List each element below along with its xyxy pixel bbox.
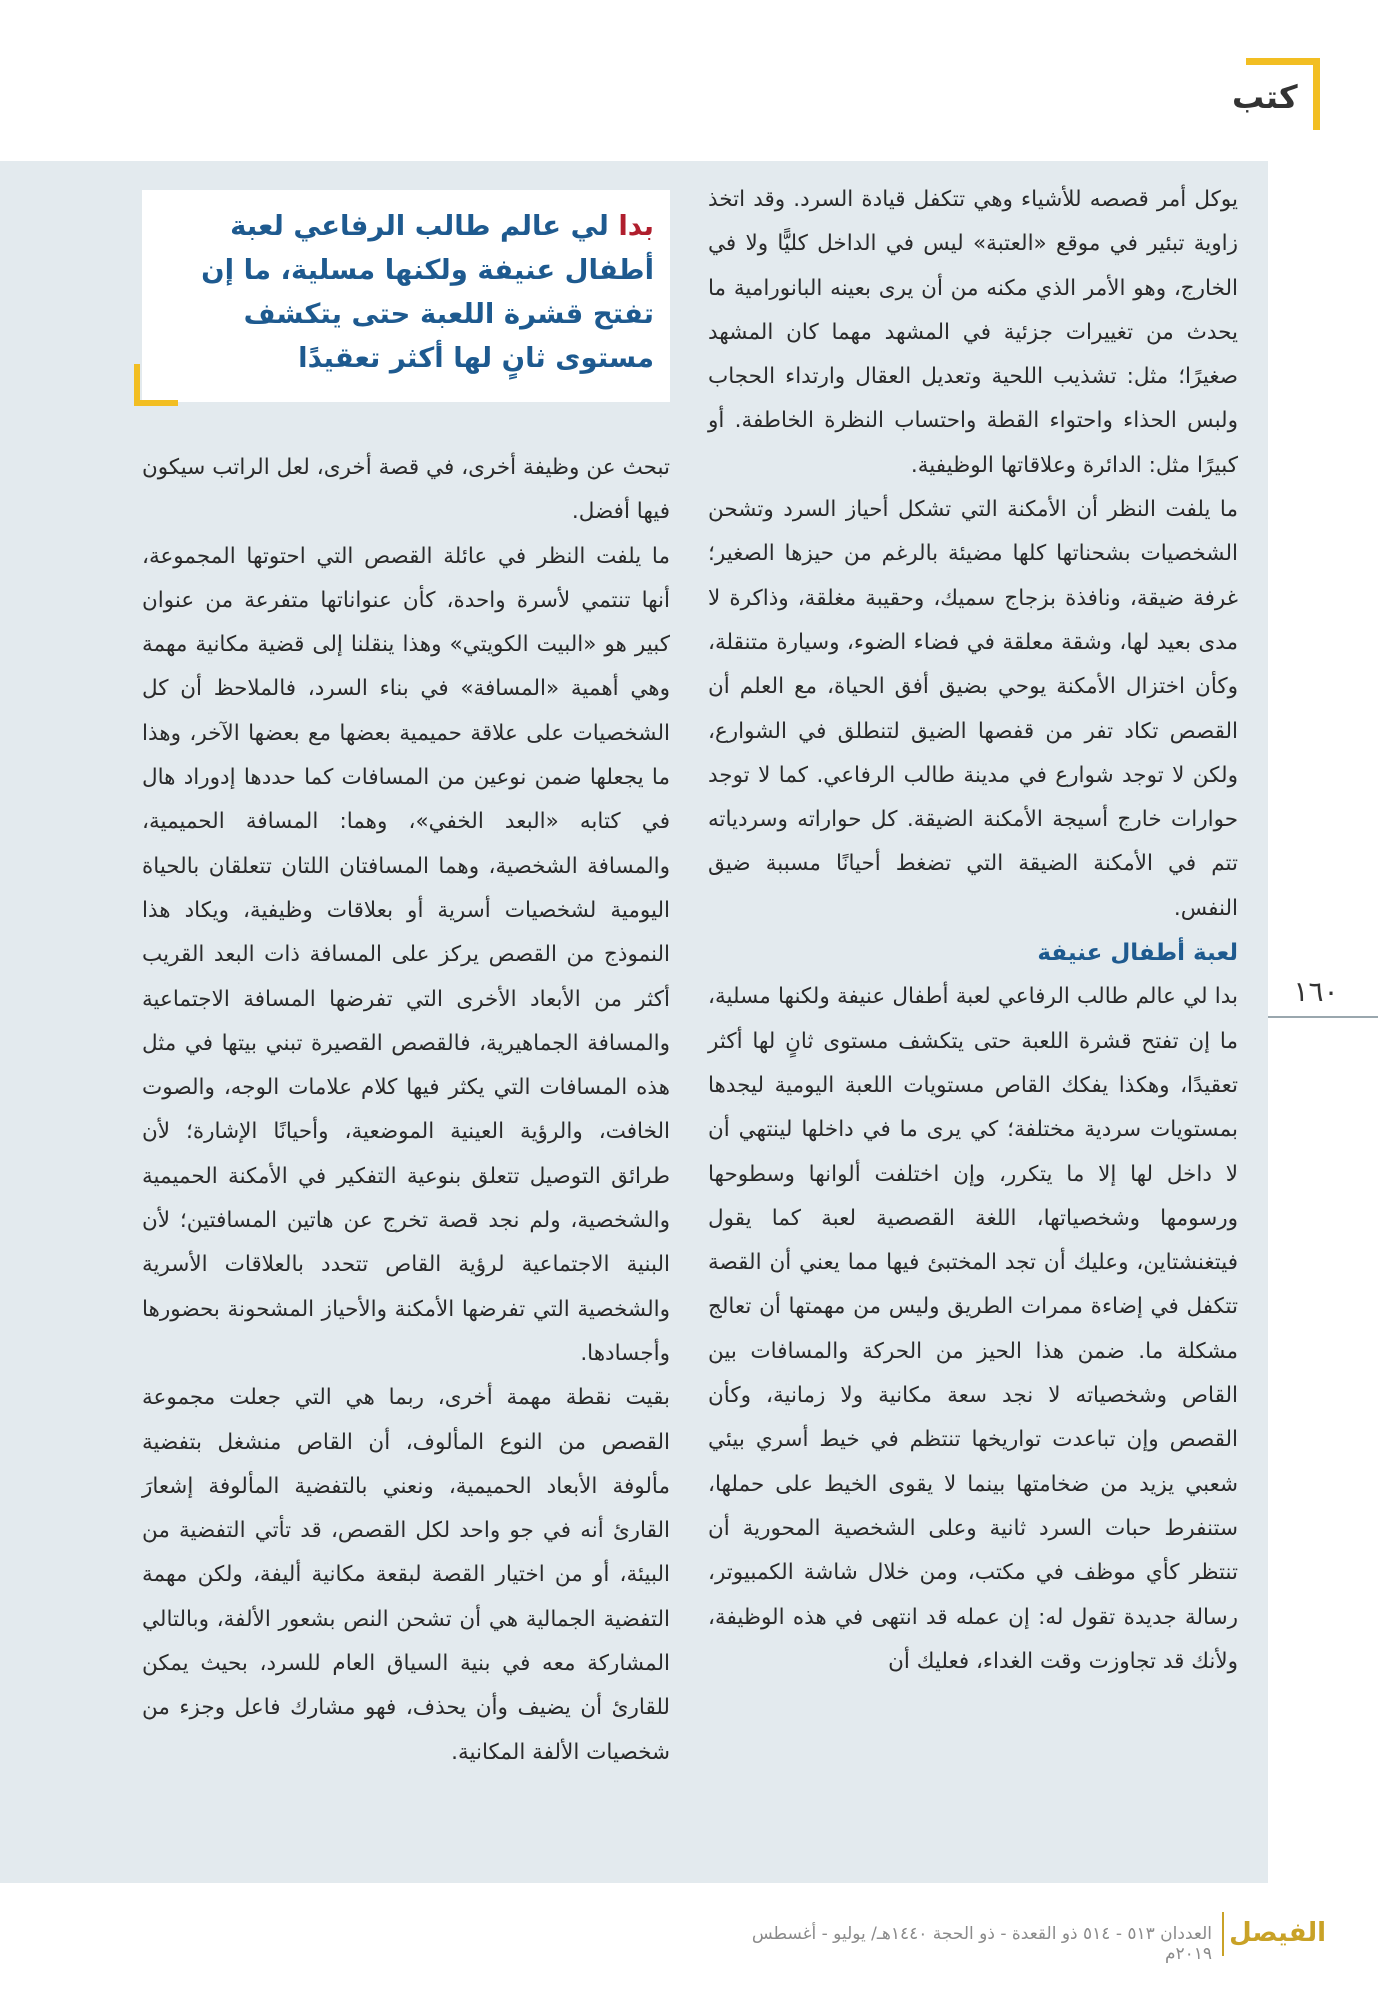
pull-quote-text: لي عالم طالب الرفاعي لعبة أطفال عنيفة ولكنها مسلية، ما إن تفتح قشرة اللعبة حتى يتكشف مستوى ثانٍ لها أكثر تعقيدًا xyxy=(201,210,654,374)
pull-quote xyxy=(142,190,670,402)
pull-quote-lead: بدا xyxy=(618,210,654,242)
issue-info: العددان ٥١٣ - ٥١٤ ذو القعدة - ذو الحجة ١٤٤٠هـ/ يوليو - أغسطس ٢٠١٩م xyxy=(751,1924,1212,1964)
paragraph: تبحث عن وظيفة أخرى، في قصة أخرى، لعل الراتب سيكون فيها أفضل. xyxy=(142,455,670,525)
page-number-divider xyxy=(1268,1016,1378,1018)
section-label: كتب xyxy=(1232,78,1298,116)
paragraph: ما يلفت النظر في عائلة القصص التي احتوتها المجموعة، أنها تنتمي لأسرة واحدة، كأن عنواناتها متفرعة من عنوان كبير هو «البيت الكويتي» وهذا ينقلنا إلى قضية مكانية مهمة وهي أهمية «المسافة» في بناء السرد، فالملاحظ أن كل الشخصيات على علاقة حميمية بعضها مع بعضها الآخر، وهذا ما يجعلها ضمن نوعين من المسافات كما حددها إدوراد هال في كتابه «البعد الخفي»، وهما: المسافة الحميمية، والمسافة الشخصية، وهما المسافتان اللتان تتعلقان بالحياة اليومية لشخصيات أسرية أو بعلاقات وظيفية، ويكاد هذا النموذج من القصص يركز على المسافة ذات البعد القريب أكثر من الأبعاد الأخرى التي تفرضها المسافة الاجتماعية والمسافة الجماهيرية، فالقصص القصيرة تبني بيتها في مثل هذه المسافات التي يكثر فيها كلام علامات الوجه، والصوت الخافت، والرؤية العينية الموضعية، وأحيانًا الإشارة؛ لأن طرائق التوصيل تتعلق بنوعية التفكير في الأمكنة الحميمية والشخصية، ولم نجد قصة تخرج عن هاتين المسافتين؛ لأن البنية الاجتماعية لرؤية القاص تتحدد بالعلاقات الأسرية والشخصية التي تفرضها الأمكنة والأحياز المشحونة بحضورها وأجسادها. xyxy=(142,543,670,1366)
paragraph: يوكل أمر قصصه للأشياء وهي تتكفل قيادة السرد. وقد اتخذ زاوية تبئير في موقع «العتبة» ليس في الداخل كليًّا ولا في الخارج، وهو الأمر الذي مكنه من أن يرى بعينه البانورامية ما يحدث من تغييرات جزئية في المشهد مهما كان المشهد صغيرًا؛ مثل: تشذيب اللحية وتعديل العقال وارتداء الحجاب ولبس الحذاء واحتواء القطة واحتساب النظرة الخاطفة. أو كبيرًا مثل: الدائرة وعلاقاتها الوظيفية. xyxy=(708,187,1238,478)
pull-quote-corner-decoration xyxy=(134,364,178,406)
magazine-logo: الفيصل xyxy=(1229,1918,1326,1948)
section-subheading: لعبة أطفال عنيفة xyxy=(1037,940,1238,967)
article-column-left xyxy=(142,446,670,1775)
paragraph: بدا لي عالم طالب الرفاعي لعبة أطفال عنيفة ولكنها مسلية، ما إن تفتح قشرة اللعبة حتى يتكشف مستوى ثانٍ لها أكثر تعقيدًا، وهكذا يفكك القاص مستويات اللعبة اليومية ليجدها بمستويات سردية مختلفة؛ كي يرى ما في داخلها لينتهي أن لا داخل لها إلا ما يتكرر، وإن اختلفت ألوانها وسطوحها ورسومها وشخصياتها، اللغة القصصية لعبة كما يقول فيتغنشتاين، وعليك أن تجد المختبئ فيها مما يعني أن القصة تتكفل في إضاءة ممرات الطريق وليس من مهمتها أن تعالج مشكلة ما. ضمن هذا الحيز من الحركة والمسافات بين القاص وشخصياته لا نجد سعة مكانية ولا زمانية، وكأن القصص وإن تباعدت تواريخها تنتظم في خيط أسري بيئي شعبي يزيد من ضخامتها بينما لا يقوى الخيط على حملها، ستنفرط حبات السرد ثانية وعلى الشخصية المحورية أن تنتظر كأي موظف في مكتب، ومن خلال شاشة الكمبيوتر، رسالة جديدة تقول له: إن عمله قد انتهى في هذه الوظيفة، ولأنك قد تجاوزت وقت الغداء، فعليك أن xyxy=(708,984,1238,1674)
article-column-right xyxy=(708,178,1238,1684)
footer-divider xyxy=(1222,1912,1224,1956)
paragraph: بقيت نقطة مهمة أخرى، ربما هي التي جعلت مجموعة القصص من النوع المألوف، أن القاص منشغل بتفضية مألوفة الأبعاد الحميمية، ونعني بالتفضية المألوفة إشعارَ القارئ أنه في جو واحد لكل القصص، قد تأتي التفضية من البيئة، أو من اختيار القصة لبقعة مكانية أليفة، ولكن مهمة التفضية الجمالية هي أن تشحن النص بشعور الألفة، وبالتالي المشاركة معه في بنية السياق العام للسرد، بحيث يمكن للقارئ أن يضيف وأن يحذف، فهو مشارك فاعل وجزء من شخصيات الألفة المكانية. xyxy=(142,1385,670,1765)
page-number: ١٦٠ xyxy=(1293,975,1339,1008)
paragraph: ما يلفت النظر أن الأمكنة التي تشكل أحياز السرد وتشحن الشخصيات بشحناتها كلها مضيئة بالرغم من حيزها الصغير؛ غرفة ضيقة، ونافذة بزجاج سميك، وحقيبة مغلقة، وذاكرة لا مدى بعيد لها، وشقة معلقة في فضاء الضوء، وسيارة متنقلة، وكأن اختزال الأمكنة يوحي بضيق أفق الحياة، مع العلم أن القصص تكاد تفر من قفصها الضيق لتنطلق في الشوارع، ولكن لا توجد شوارع في مدينة طالب الرفاعي. كما لا توجد حوارات خارج أسيجة الأمكنة الضيقة. كل حواراته وسردياته تتم في الأمكنة الضيقة التي تضغط أحيانًا مسببة ضيق النفس. xyxy=(708,497,1238,921)
